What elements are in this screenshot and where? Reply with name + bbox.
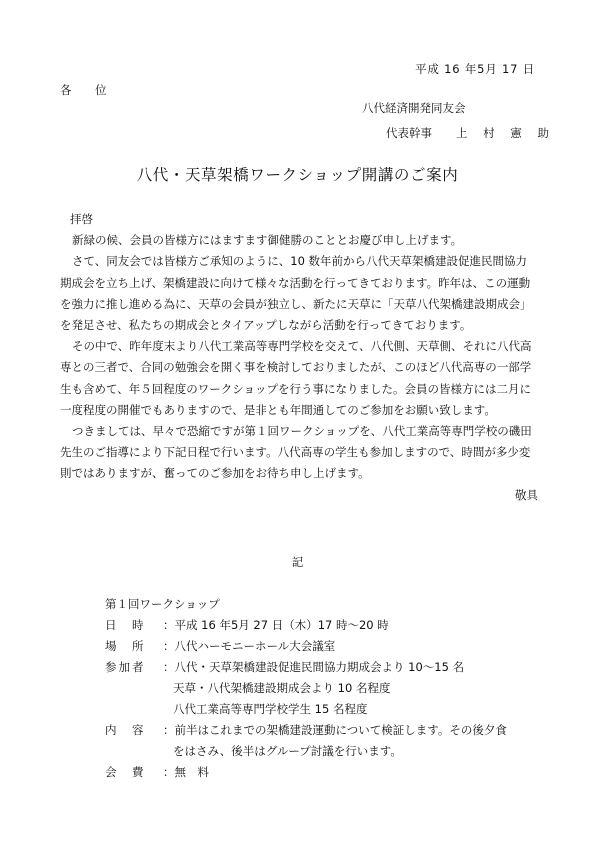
detail-value: ：八代・天草架橋建設促進民間協力期成会より 10～15 名 [163,660,465,674]
sender-representative [386,125,555,141]
body-paragraph-3: その中で、昨年度末より八代工業高等専門学校を交えて、八代側、天草側、それに八代高専との三者で、合同の勉強会を開く事を検討しておりましたが、このほど八代高専の一部学生も含めて、年５回程度のワークショップを行う事になりました。会員の皆様方には二月に一度程度の開催でもありますので、是非とも年間通してのご参加をお願い致します。 [60,339,532,417]
detail-row [105,720,507,741]
detail-row [105,636,507,657]
detail-label: 内 容 [105,723,146,737]
detail-row [105,741,507,762]
detail-value: 八代工業高等専門学校学生 15 名程度 [173,702,368,716]
salutation: 拝啓 [70,212,93,226]
detail-row [105,699,507,720]
detail-row [105,678,507,699]
detail-label [105,741,163,762]
letter-body [60,209,538,506]
addressee: 各 位 [60,83,113,97]
letter-date: 平成 16 年5月 17 日 [415,62,535,76]
detail-label: 参加者 [105,660,146,674]
detail-row [105,657,507,678]
event-heading: 第１回ワークショップ [105,597,220,611]
detail-label [105,678,163,699]
body-paragraph-2: さて、同友会では皆様方ご承知のように、10 数年前から八代天草架橋建設促進民間協力期成会を立ち上げ、架橋建設に向けて様々な活動を行ってきております。昨年は、この運動を強力に推し進める為に、天草の会員が独立し、新たに天草に「天草八代架橋建設期成会」を発足させ、私たちの期成会とタイアップしながら活動を行ってきております。 [60,254,532,333]
detail-label: 場 所 [105,639,146,653]
detail-label: 日 時 [105,618,146,632]
detail-value: 天草・八代架橋建設期成会より 10 名程度 [173,681,391,695]
body-paragraph-1: 新緑の候、会員の皆様方にはますます御健勝のこととお慶び申し上げます。 [72,233,463,248]
ki-heading: 記 [291,555,304,569]
detail-value: ：前半はこれまでの架橋建設運動について検証します。その後夕食 [163,723,507,737]
sender-organization: 八代経済開発同友会 [362,101,466,115]
detail-label [105,699,163,720]
representative-title: 代表幹事 [386,126,432,140]
event-details [105,594,507,783]
detail-value: ：八代ハーモニーホール大会議室 [163,639,336,653]
document-title: 八代・天草架橋ワークショップ開講のご案内 [136,166,459,184]
closing: 敬具 [515,487,538,502]
detail-value: ：平成 16 年5月 27 日（木）17 時～20 時 [163,618,389,632]
detail-row [105,762,507,783]
detail-value: をはさみ、後半はグループ討議を行います。 [173,744,402,758]
body-paragraph-4: つきましては、早々で恐縮ですが第１回ワークショップを、八代工業高等専門学校の磯田先生のご指導により下記日程で行います。八代高専の学生も参加しますので、時間が多少変則ではありますが、奮ってのご参加をお待ち申し上げます。 [60,424,532,481]
detail-value: ：無 料 [163,765,209,779]
detail-label: 会 費 [105,765,146,779]
representative-name: 上 村 憲 助 [456,126,555,140]
detail-row [105,615,507,636]
